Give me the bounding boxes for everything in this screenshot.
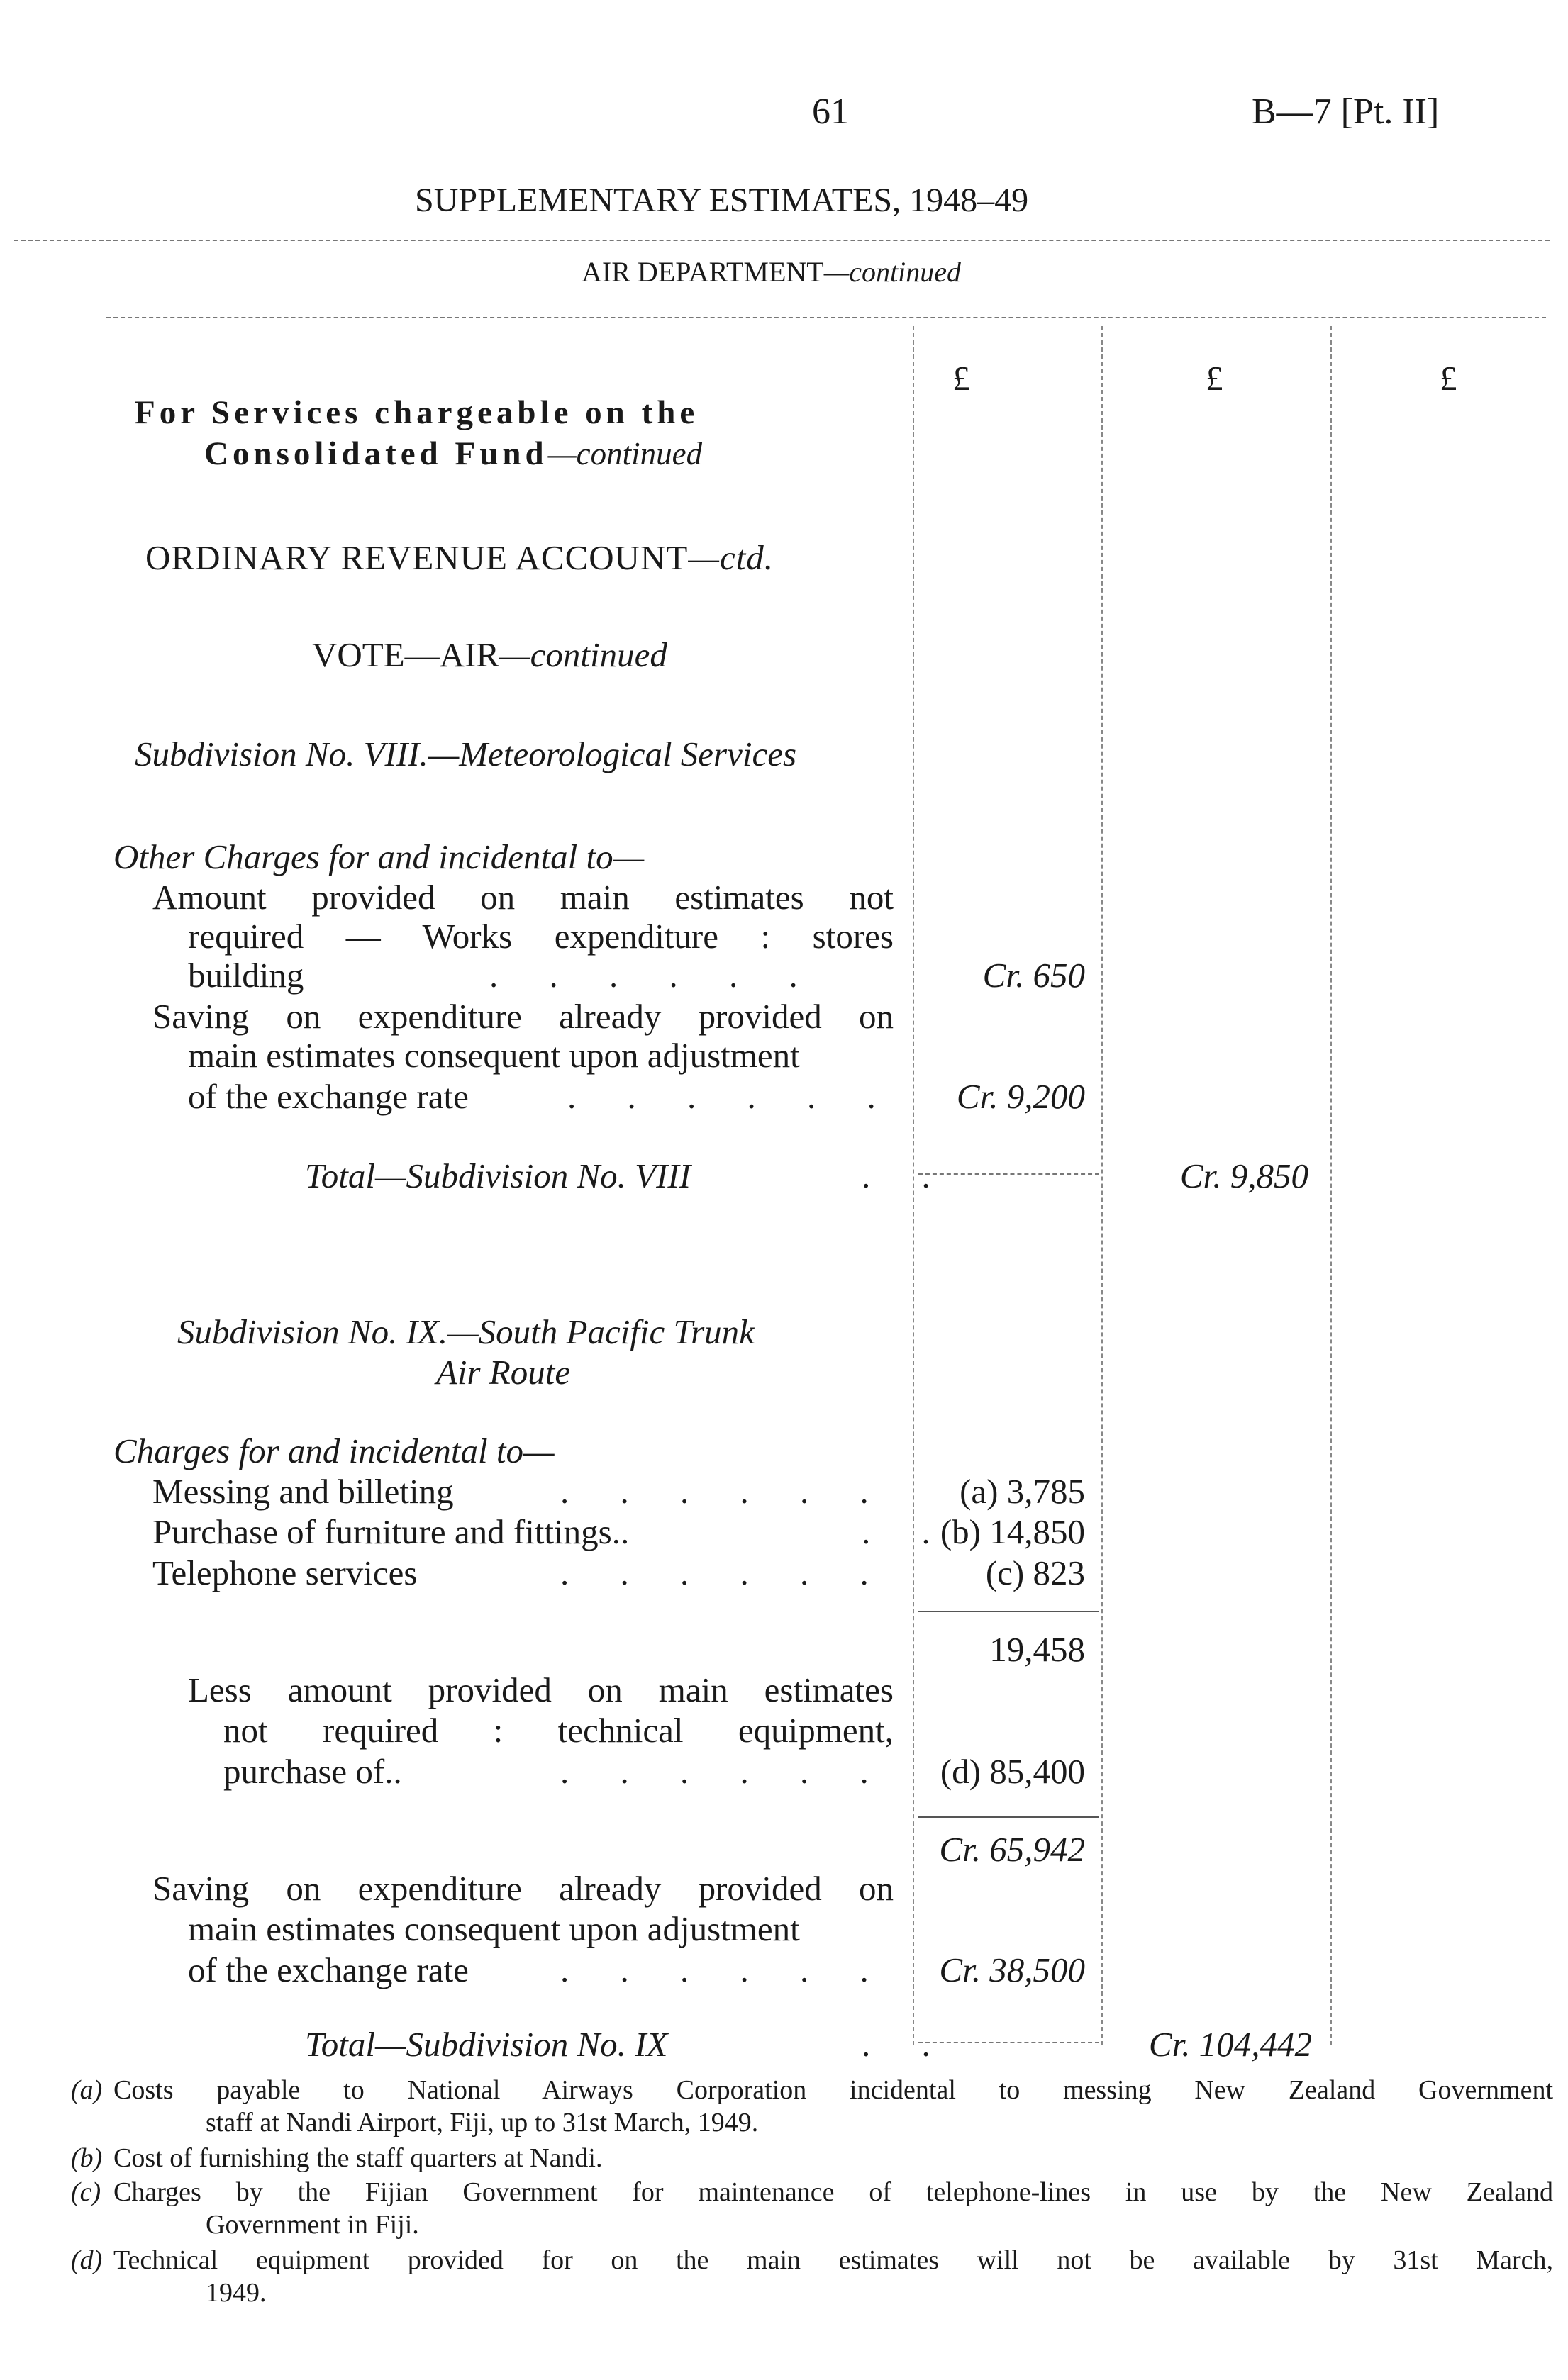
services-heading-line2 — [204, 435, 702, 473]
sub9-item-label: Purchase of furniture and fittings.. — [152, 1512, 630, 1551]
department-subtitle — [582, 255, 961, 289]
sub8-item1-line3: building — [188, 956, 304, 995]
sub9-total-leader: . . — [862, 2025, 952, 2064]
table-top-rule — [106, 317, 1546, 318]
footnote-line1: Cost of furnishing the staff quarters at Nandi. — [113, 2143, 603, 2173]
sub8-item1-amount: Cr. 650 — [982, 956, 1085, 995]
sub8-item2-amount: Cr. 9,200 — [956, 1077, 1085, 1116]
sub9-saving-line3: of the exchange rate — [188, 1950, 469, 1989]
account-heading — [145, 537, 774, 578]
sub9-saving-line2: main estimates consequent upon adjustment — [188, 1909, 800, 1948]
sub8-total-leader: . . — [862, 1156, 952, 1195]
vote-cont: —continued — [499, 635, 667, 674]
services-cont: —continued — [547, 436, 703, 471]
sub8-item1-leader: . . . . . . — [489, 956, 819, 995]
subdivision-8-heading: Subdivision No. VIII.—Meteorological Services — [135, 734, 797, 773]
footnote-line1: Technical equipment provided for on the main estimates will not be available by 31st March, — [113, 2245, 1553, 2275]
footnote-marker: (c) — [71, 2177, 101, 2207]
sub9-total-rule — [918, 2042, 1099, 2043]
sub9-item-label: Telephone services — [152, 1553, 418, 1592]
column-header-pounds-2: £ — [1206, 359, 1223, 398]
sub9-less-amount: (d) 85,400 — [940, 1752, 1085, 1791]
page-number: 61 — [812, 91, 849, 132]
sub9-less-line1: Less amount provided on main estimates — [188, 1670, 894, 1709]
header-rule — [14, 240, 1550, 241]
vote-heading — [312, 635, 667, 675]
sub9-less-line3: purchase of.. — [223, 1752, 402, 1791]
sub9-less-leader: . . . . . . — [560, 1752, 890, 1791]
footnote-line1: Charges by the Fijian Government for maintenance of telephone-lines in use by the New Zealand — [113, 2177, 1553, 2207]
sub9-net-rule — [918, 1816, 1099, 1818]
sub8-item2-line3: of the exchange rate — [188, 1077, 469, 1116]
vote-name: VOTE—AIR — [312, 635, 500, 674]
sub8-item1-line1: Amount provided on main estimates not — [152, 878, 894, 917]
sub8-item2-leader: . . . . . . — [567, 1077, 897, 1116]
sub9-item-leader: . . . . . . — [560, 1553, 890, 1592]
department-name: AIR DEPARTMENT — [582, 256, 824, 288]
subdivision-9-heading-line1: Subdivision No. IX.—South Pacific Trunk — [177, 1312, 755, 1351]
footnote-marker: (d) — [71, 2245, 103, 2275]
sub9-item-leader: . . . . . . — [560, 1472, 890, 1511]
sub9-saving-amount: Cr. 38,500 — [939, 1950, 1085, 1989]
account-name: ORDINARY REVENUE ACCOUNT — [145, 538, 689, 577]
subdivision-9-charges-heading: Charges for and incidental to— — [113, 1431, 555, 1470]
sub9-item-label: Messing and billeting — [152, 1472, 454, 1511]
footnote-line2: Government in Fiji. — [206, 2210, 419, 2240]
column-rule-2 — [1101, 326, 1103, 2045]
document-reference: B—7 [Pt. II] — [1252, 91, 1440, 132]
sub8-item2-line1: Saving on expenditure already provided on — [152, 997, 894, 1036]
subdivision-8-charges-heading: Other Charges for and incidental to— — [113, 837, 645, 876]
sub8-item1-line2: required — Works expenditure : stores — [188, 917, 894, 956]
subdivision-9-heading-line2: Air Route — [436, 1353, 571, 1392]
column-header-pounds-3: £ — [1440, 359, 1457, 398]
document-title: SUPPLEMENTARY ESTIMATES, 1948–49 — [415, 181, 1029, 219]
subdivision-8-total-amount: Cr. 9,850 — [1179, 1156, 1308, 1195]
footnote-marker: (a) — [71, 2075, 103, 2105]
footnote-marker: (b) — [71, 2143, 103, 2173]
sub8-item2-line2: main estimates consequent upon adjustment — [188, 1036, 800, 1075]
account-cont: —ctd. — [688, 538, 774, 577]
sub9-item-amount: (c) 823 — [985, 1553, 1085, 1592]
sub9-item-amount: (b) 14,850 — [940, 1512, 1085, 1551]
footnote-line2: staff at Nandi Airport, Fiji, up to 31st March, 1949. — [206, 2108, 759, 2138]
subdivision-8-total-label: Total—Subdivision No. VIII — [305, 1156, 691, 1195]
footnote-line1: Costs payable to National Airways Corporation incidental to messing New Zealand Government — [113, 2075, 1553, 2105]
column-header-pounds-1: £ — [952, 359, 970, 398]
sub9-item-leader: . . — [862, 1512, 952, 1551]
department-cont: —continued — [823, 256, 962, 288]
subdivision-9-total-label: Total—Subdivision No. IX — [305, 2025, 668, 2064]
sub9-subtotal-amount: 19,458 — [989, 1630, 1085, 1669]
column-rule-3 — [1330, 326, 1332, 2045]
subdivision-9-total-amount: Cr. 104,442 — [1148, 2025, 1312, 2064]
consolidated-fund-label: Consolidated Fund — [204, 435, 548, 472]
footnote-line2: 1949. — [206, 2278, 267, 2308]
sub9-less-line2: not required : technical equipment, — [223, 1711, 894, 1750]
sub9-item-amount: (a) 3,785 — [960, 1472, 1085, 1511]
sub9-saving-line1: Saving on expenditure already provided on — [152, 1869, 894, 1908]
sub9-saving-leader: . . . . . . — [560, 1950, 890, 1989]
sub9-net-amount: Cr. 65,942 — [939, 1830, 1085, 1869]
sub9-subtotal-rule — [918, 1611, 1099, 1612]
services-heading-line1: For Services chargeable on the — [135, 394, 699, 431]
sub8-total-rule — [918, 1173, 1099, 1175]
